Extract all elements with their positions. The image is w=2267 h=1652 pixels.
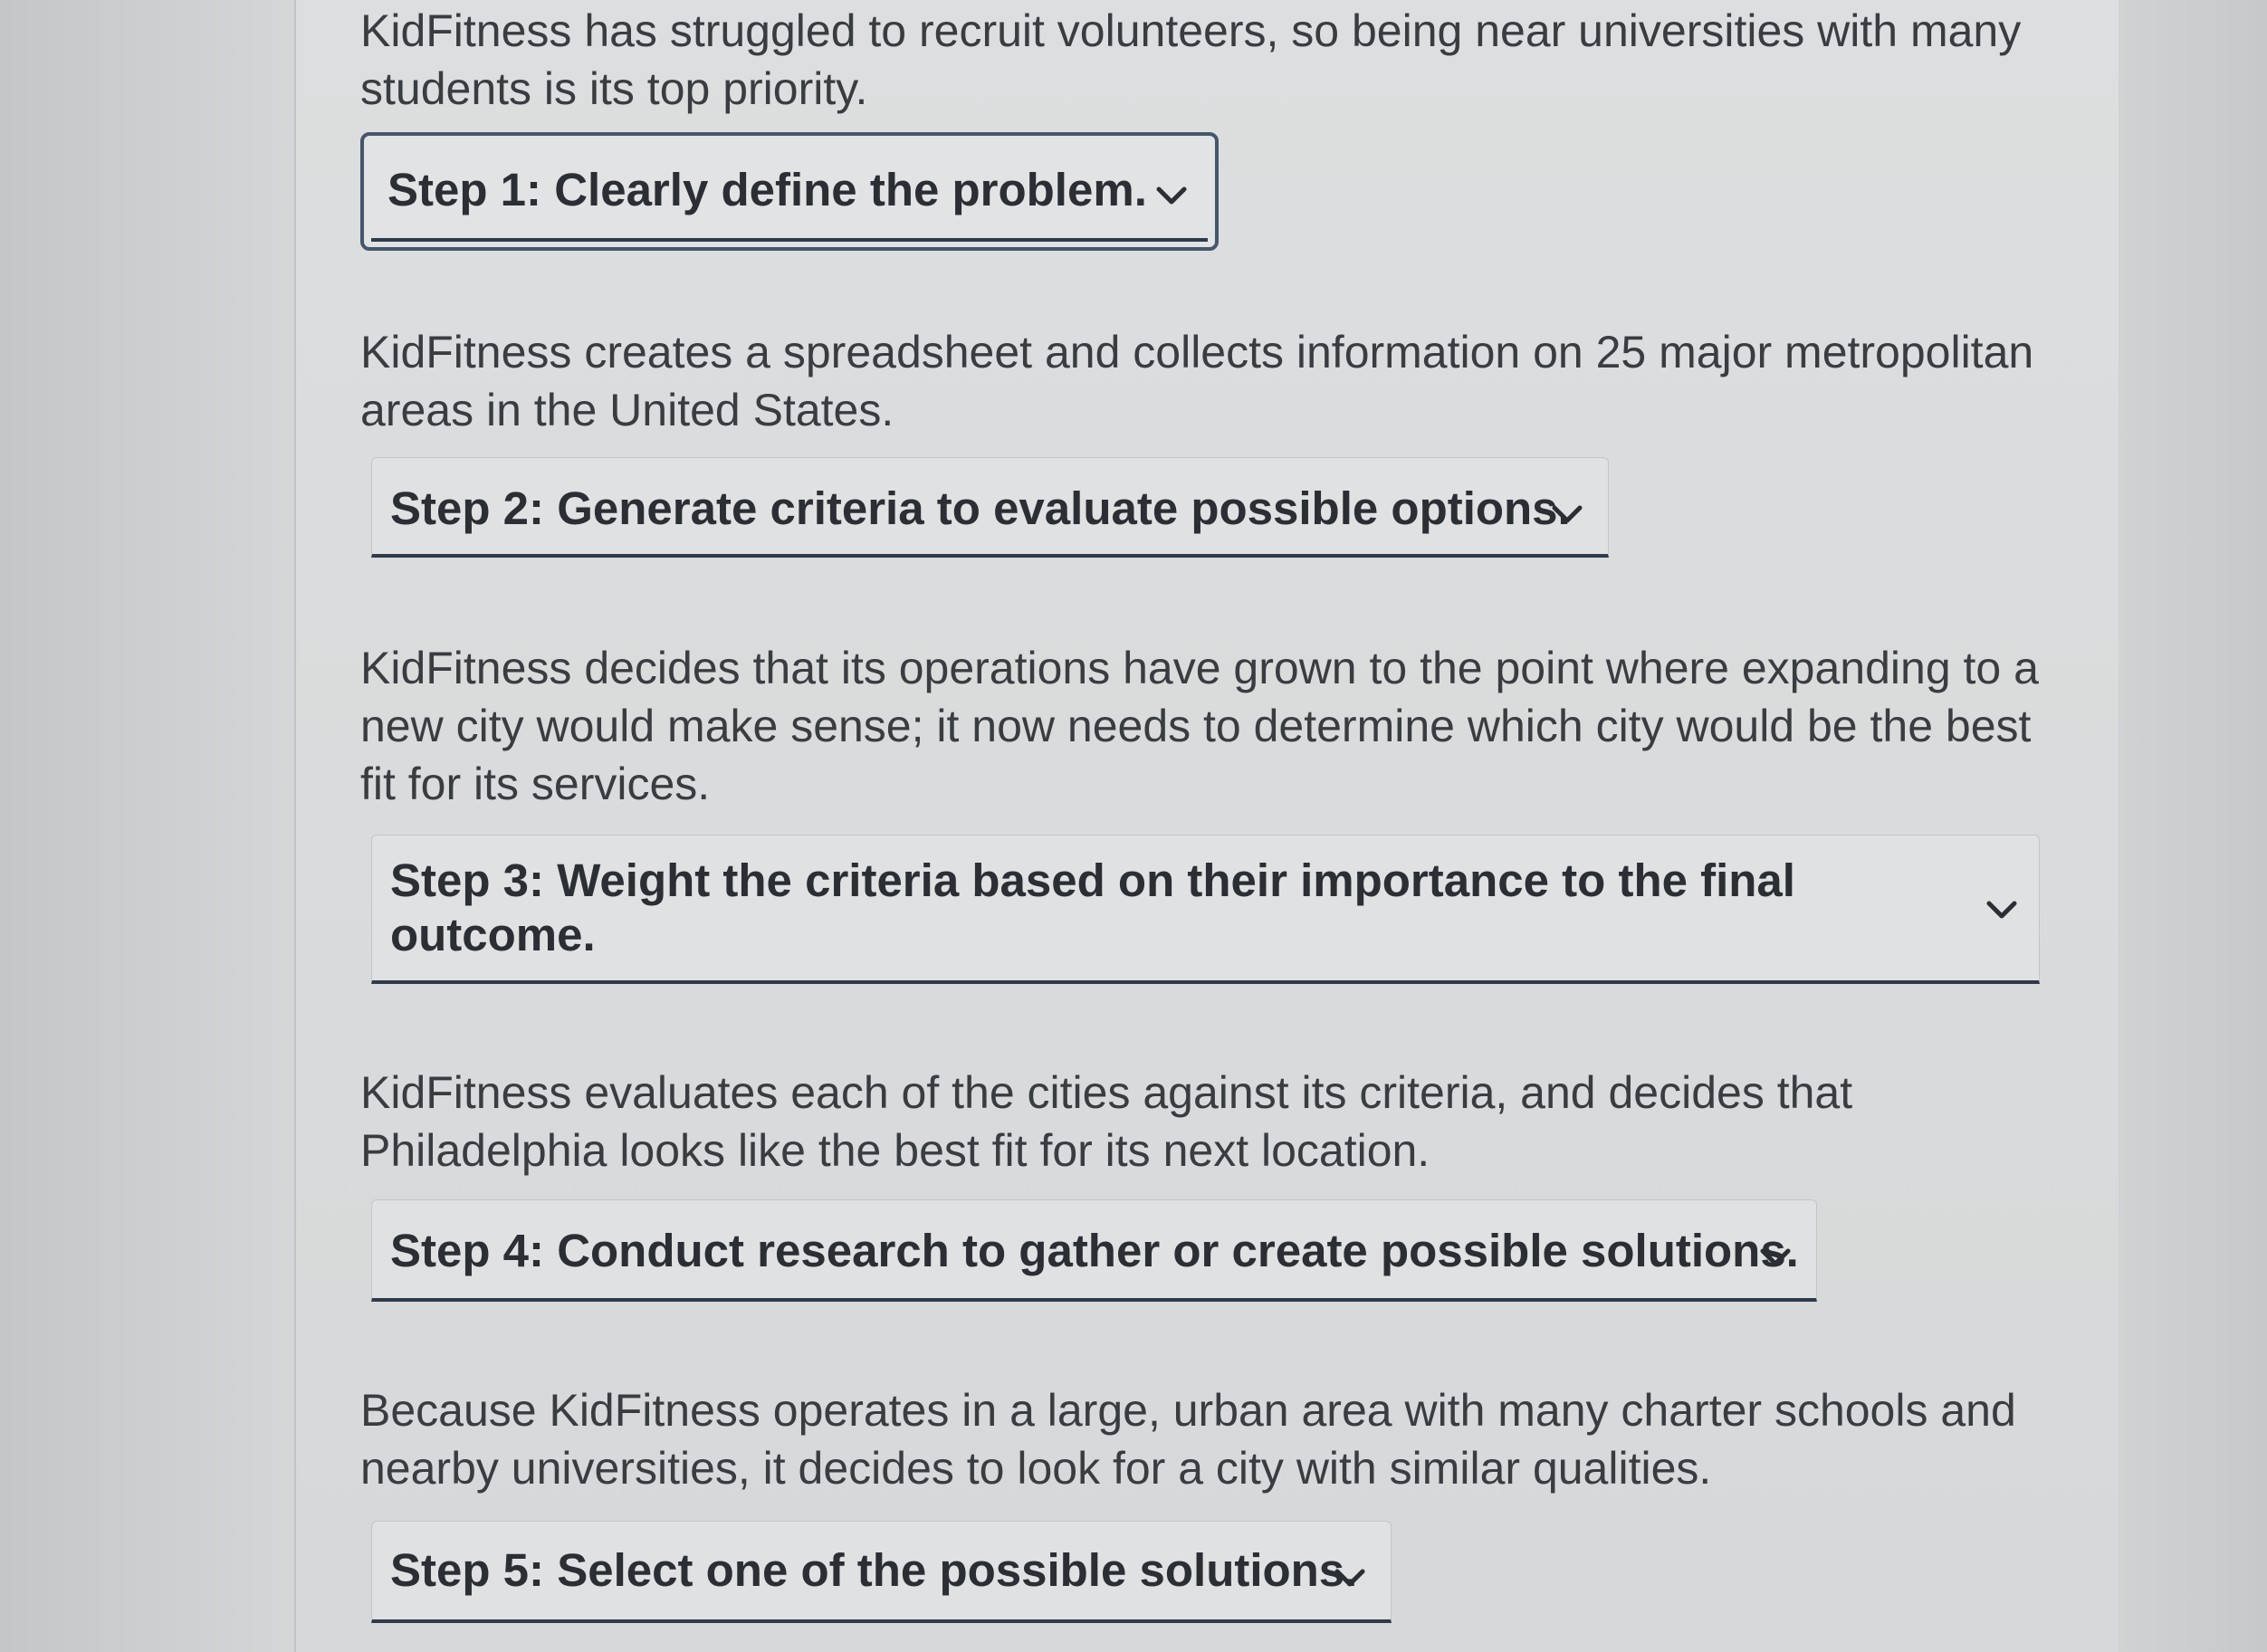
step-select-5[interactable]: [371, 1521, 1392, 1623]
step-select-1-value: Step 1: Clearly define the problem.: [387, 164, 1147, 215]
chevron-down-icon: [1757, 1239, 1794, 1275]
step-select-1[interactable]: [360, 132, 1219, 251]
scenario-text-5: Because KidFitness operates in a large, urban area with many charter schools and nearby universities, it decides to look for a city with similar qualities.: [360, 1385, 2016, 1494]
chevron-down-icon: [1332, 1560, 1368, 1596]
step-select-3-value: Step 3: Weight the criteria based on their importance to the final outcome.: [390, 855, 1795, 960]
scenario-text-1: KidFitness has struggled to recruit volunteers, so being near universities with many students is its top priority.: [360, 5, 2022, 114]
focus-underline: [371, 238, 1208, 242]
step-select-4-value: Step 4: Conduct research to gather or create possible solutions.: [390, 1225, 1799, 1276]
step-select-4[interactable]: [371, 1199, 1817, 1302]
scenario-text-3: KidFitness decides that its operations have grown to the point where expanding to a new city would make sense; it now needs to determine which city would be the best fit for its services.: [360, 643, 2039, 809]
right-background: [2119, 0, 2267, 1652]
step-select-2[interactable]: [371, 457, 1609, 558]
left-background: [0, 0, 294, 1652]
scenario-text-4: KidFitness evaluates each of the cities against its criteria, and decides that Philadelphia looks like the best fit for its next location.: [360, 1067, 1853, 1176]
step-select-5-value: Step 5: Select one of the possible solutions.: [390, 1544, 1358, 1596]
step-select-2-value: Step 2: Generate criteria to evaluate possible options.: [390, 482, 1571, 534]
chevron-down-icon: [1984, 892, 2020, 928]
scenario-text-2: KidFitness creates a spreadsheet and collects information on 25 major metropolitan areas in the United States.: [360, 327, 2034, 435]
chevron-down-icon: [1549, 496, 1585, 532]
chevron-down-icon: [1153, 177, 1190, 214]
step-select-3[interactable]: [371, 835, 2040, 984]
